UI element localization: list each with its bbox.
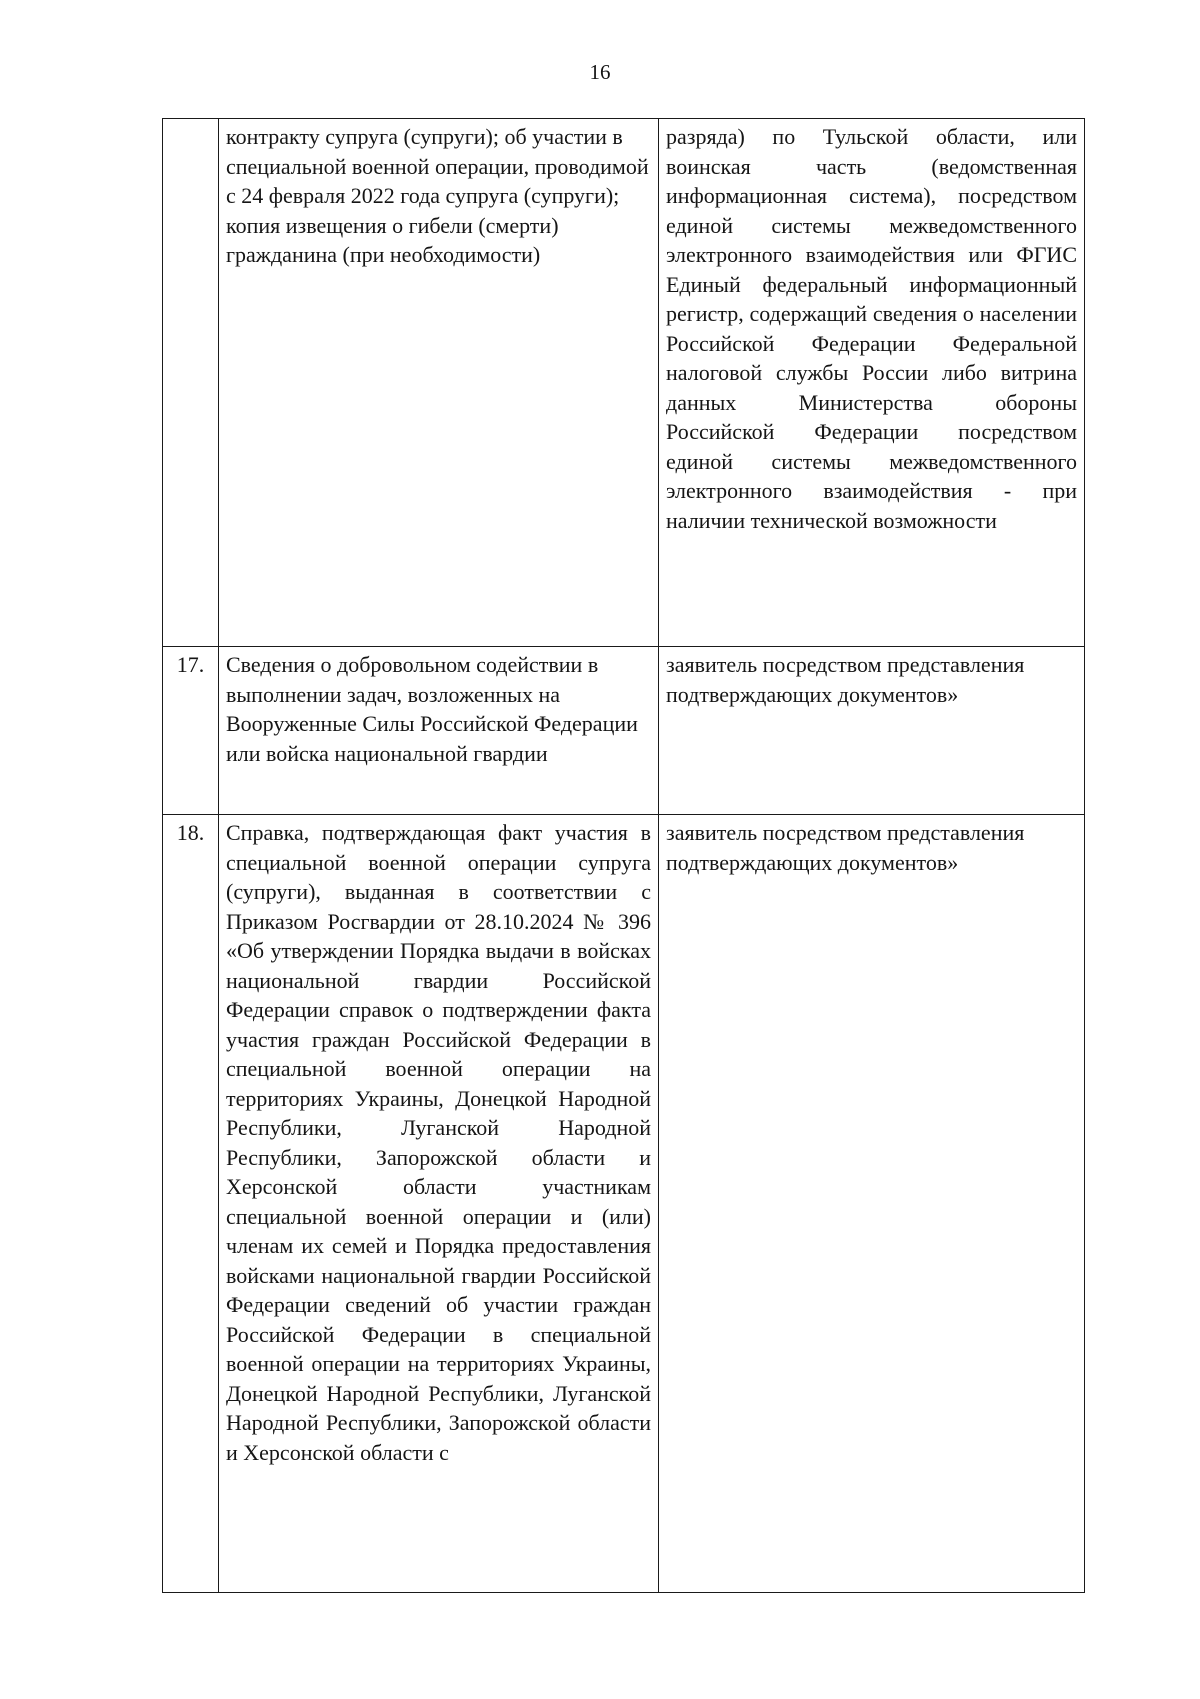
row-number-cell	[163, 119, 219, 647]
source-cell: разряда) по Тульской области, или воинская часть (ведомственная информационная система), посредством единой системы межведомственного электронного взаимодействия или ФГИС Единый федеральный информационный регистр, содержащий сведения о населении Российской Федерации Федеральной налоговой службы России либо витрина данных Министерства обороны Российской Федерации посредством единой системы межведомственного электронного взаимодействия - при наличии технической возможности	[659, 119, 1085, 647]
source-cell: заявитель посредством представления подтверждающих документов»	[659, 815, 1085, 1593]
documents-table	[162, 118, 1085, 1593]
table-row	[163, 119, 1085, 647]
row-number-cell: 18.	[163, 815, 219, 1593]
row-number-cell: 17.	[163, 647, 219, 815]
page-number: 16	[589, 60, 611, 84]
table-row	[163, 647, 1085, 815]
document-cell: Справка, подтверждающая факт участия в специальной военной операции супруга (супруги), выданная в соответствии с Приказом Росгвардии от 28.10.2024 № 396 «Об утверждении Порядка выдачи в войсках национальной гвардии Российской Федерации справок о подтверждении факта участия граждан Российской Федерации в специальной военной операции на территориях Украины, Донецкой Народной Республики, Луганской Народной Республики, Запорожской области и Херсонской области участникам специальной военной операции и (или) членам их семей и Порядка предоставления войсками национальной гвардии Российской Федерации сведений об участии граждан Российской Федерации в специальной военной операции на территориях Украины, Донецкой Народной Республики, Луганской Народной Республики, Запорожской области и Херсонской области с	[219, 815, 659, 1593]
document-cell: контракту супруга (супруги); об участии в специальной военной операции, проводимой с 24 февраля 2022 года супруга (супруги); копия извещения о гибели (смерти) гражданина (при необходимости)	[219, 119, 659, 647]
source-cell: заявитель посредством представления подтверждающих документов»	[659, 647, 1085, 815]
table-row	[163, 815, 1085, 1593]
document-cell: Сведения о добровольном содействии в выполнении задач, возложенных на Вооруженные Силы Российской Федерации или войска национальной гвардии	[219, 647, 659, 815]
